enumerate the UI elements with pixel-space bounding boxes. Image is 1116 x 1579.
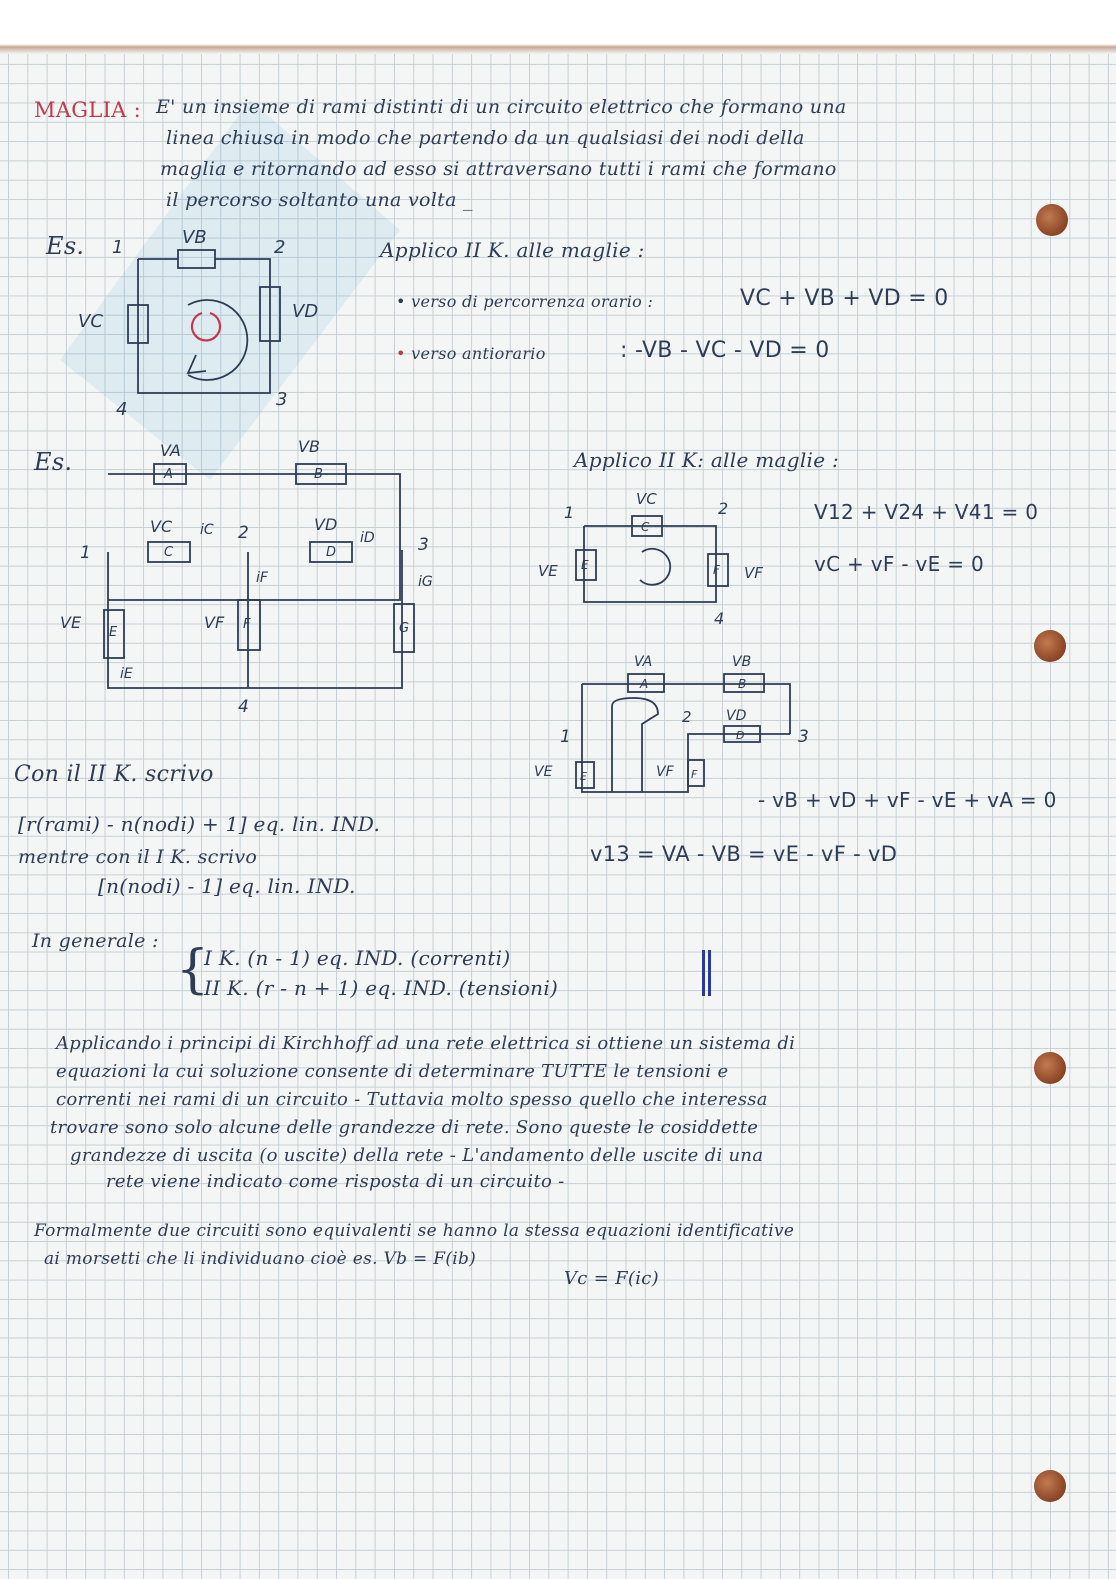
voltage-label: VF [204,613,225,632]
equivalenti-equation: Vc = F(ic) [564,1268,659,1289]
example-label: Es. [34,448,73,476]
element-label: A [164,467,173,482]
node-label: 1 [80,543,91,563]
paragraph-line: correnti nei rami di un circuito - Tuttavia molto spesso quello che interessa [56,1089,768,1110]
element-label: C [164,545,174,560]
current-label: iF [256,570,268,586]
node-label: 2 [718,499,729,518]
voltage-label: VD [314,515,338,534]
current-label: iC [200,522,214,538]
circuit-diagram-3 [536,490,786,630]
element-label: F [713,563,720,577]
current-label: iD [360,530,375,546]
voltage-label: VD [726,708,747,724]
element-label: B [738,677,747,691]
element-label: F [243,617,251,632]
element-label: F [691,768,698,781]
maglia-title: MAGLIA : [34,98,141,122]
paragraph-line: trovare sono solo alcune delle grandezze di rete. Sono queste le cosiddette [50,1117,759,1138]
page-top-edge [0,0,1116,54]
node-label: 2 [238,523,249,543]
maglia-def-line: maglia e ritornando ad esso si attraversano tutti i rami che formano [160,158,837,180]
element-label: D [736,729,745,742]
voltage-label: VC [150,517,173,536]
kirchhoff-line: Con il II K. scrivo [14,762,214,787]
resistor-b [178,250,215,268]
voltage-label: VF [744,564,763,582]
node-label: 4 [238,697,249,717]
ex2-equation-b1: - vB + vD + vF - vE + vA = 0 [758,788,1057,812]
node-label: 4 [714,609,725,628]
system-line: I K. (n - 1) eq. IND. (correnti) [204,946,511,970]
equivalenti-line: ai morsetti che li individuano cioè es. Vb = F(ib) [44,1249,477,1269]
maglia-def-line: linea chiusa in modo che partendo da un qualsiasi dei nodi della [166,127,805,149]
circuit-diagram-2 [60,430,440,720]
node-label: 3 [276,389,288,410]
voltage-label: VD [292,301,319,322]
element-label: E [580,770,587,783]
voltage-label: VF [656,764,674,780]
paragraph-line: rete viene indicato come risposta di un circuito - [106,1171,565,1192]
voltage-label: VA [160,441,181,460]
ex2-equation-a2: vC + vF - vE = 0 [814,552,985,576]
system-brace: { [176,940,210,1000]
current-label: iE [120,666,133,682]
node-label: 3 [798,727,809,747]
voltage-label: VC [78,311,103,332]
element-label: C [641,520,650,534]
circuit-diagram-4 [530,646,830,806]
voltage-label: VE [538,562,558,580]
element-label: G [399,621,410,636]
voltage-label: VB [732,654,752,670]
circuit-diagram-1 [70,225,319,425]
maglia-def-line: il percorso soltanto una volta _ [166,189,473,211]
binder-hole [1034,1052,1066,1084]
voltage-label: VA [634,654,653,670]
voltage-label: VE [534,764,553,780]
margin-mark [702,950,705,996]
voltage-label: VB [298,437,320,456]
ex1-antiorario-equation: : -VB - VC - VD = 0 [620,338,830,363]
element-label: E [109,625,118,640]
current-label: iG [418,574,433,590]
ex1-antiorario-label: • verso antiorario [396,344,546,363]
node-label: 1 [564,503,575,522]
element-label: A [640,677,649,691]
voltage-label: VE [60,613,82,632]
node-label: 3 [418,535,429,555]
ex1-heading: Applico II K. alle maglie : [380,238,645,262]
binder-hole [1034,1470,1066,1502]
element-label: E [581,558,589,572]
in-generale-label: In generale : [32,930,159,952]
margin-mark [708,950,711,996]
system-line: II K. (r - n + 1) eq. IND. (tensioni) [204,976,559,1000]
ex1-orario-equation: VC + VB + VD = 0 [740,286,949,311]
voltage-label: VB [182,227,207,248]
binder-hole [1034,630,1066,662]
kirchhoff-line: [r(rami) - n(nodi) + 1] eq. lin. IND. [18,812,381,836]
paragraph-line: Applicando i principi di Kirchhoff ad una rete elettrica si ottiene un sistema di [56,1033,796,1054]
ex2-equation-b2: v13 = VA - VB = vE - vF - vD [590,842,898,866]
node-label: 1 [560,727,571,747]
node-label: 2 [274,237,286,258]
equivalenti-line: Formalmente due circuiti sono equivalenti se hanno la stessa equazioni identificative [34,1221,795,1241]
node-label: 2 [682,708,692,726]
element-label: D [326,545,337,560]
voltage-label: VC [636,490,657,508]
element-label: B [314,467,323,482]
paragraph-line: equazioni la cui soluzione consente di determinare TUTTE le tensioni e [56,1061,729,1082]
binder-hole [1036,204,1068,236]
maglia-def-line: E' un insieme di rami distinti di un circuito elettrico che formano una [156,96,847,118]
paragraph-line: grandezze di uscita (o uscite) della rete - L'andamento delle uscite di una [70,1145,764,1166]
node-label: 4 [116,399,128,420]
example-label: Es. [46,232,85,260]
kirchhoff-line: mentre con il I K. scrivo [18,846,258,868]
node-label: 1 [112,237,124,258]
ex2-heading: Applico II K: alle maglie : [574,448,840,472]
ex1-orario-label: • verso di percorrenza orario : [396,292,654,311]
kirchhoff-line: [n(nodi) - 1] eq. lin. IND. [98,874,356,898]
ex2-equation-a1: V12 + V24 + V41 = 0 [814,500,1039,524]
